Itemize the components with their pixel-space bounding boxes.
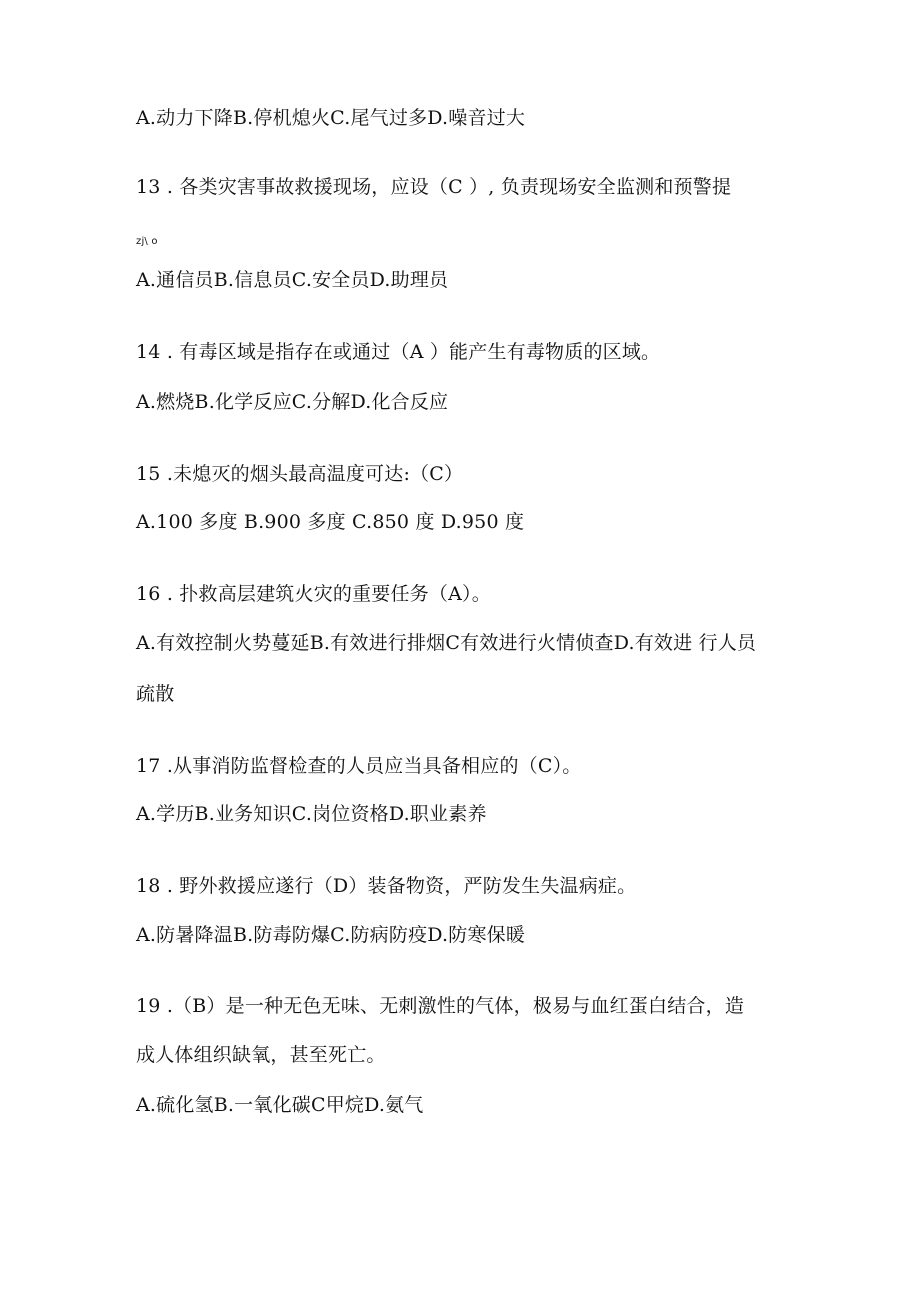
q17-options: A.学历B.业务知识C.岗位资格D.职业素养 — [136, 803, 487, 825]
q16-options: A.有效控制火势蔓延B.有效进行排烟C有效进行火情侦查D.有效进 行人员 — [136, 632, 757, 654]
q13-question-continuation: zj\ o — [136, 236, 158, 247]
q19-question-continuation: 成人体组织缺氧，甚至死亡。 — [136, 1044, 386, 1066]
q14-question: 14 . 有毒区域是指存在或通过（A ）能产生有毒物质的区域。 — [136, 341, 661, 363]
q13-options: A.通信员B.信息员C.安全员D.助理员 — [136, 269, 449, 291]
q16-options-continuation: 疏散 — [136, 683, 175, 705]
q19-options: A.硫化氢B.一氧化碳C甲烷D.氨气 — [136, 1094, 424, 1116]
q18-question: 18 . 野外救援应遂行（D）装备物资，严防发生失温病症。 — [136, 875, 637, 897]
q18-options: A.防暑降温B.防毒防爆C.防病防疫D.防寒保暖 — [136, 924, 526, 946]
q12-options: A.动力下降B.停机熄火C.尾气过多D.噪音过大 — [136, 107, 526, 129]
q15-options: A.100 多度 B.900 多度 C.850 度 D.950 度 — [136, 511, 525, 533]
q17-question: 17 .从事消防监督检查的人员应当具备相应的（C）。 — [136, 755, 582, 777]
q16-question: 16 . 扑救高层建筑火灾的重要任务（A）。 — [136, 583, 491, 605]
q13-question: 13 . 各类灾害事故救援现场，应设（C ）, 负责现场安全监测和预警提 — [136, 176, 732, 198]
q15-question: 15 .未熄灭的烟头最高温度可达:（C） — [136, 463, 464, 485]
q14-options: A.燃烧B.化学反应C.分解D.化合反应 — [136, 391, 449, 413]
q19-question: 19 .（B）是一种无色无味、无刺激性的气体，极易与血红蛋白结合，造 — [136, 995, 745, 1017]
